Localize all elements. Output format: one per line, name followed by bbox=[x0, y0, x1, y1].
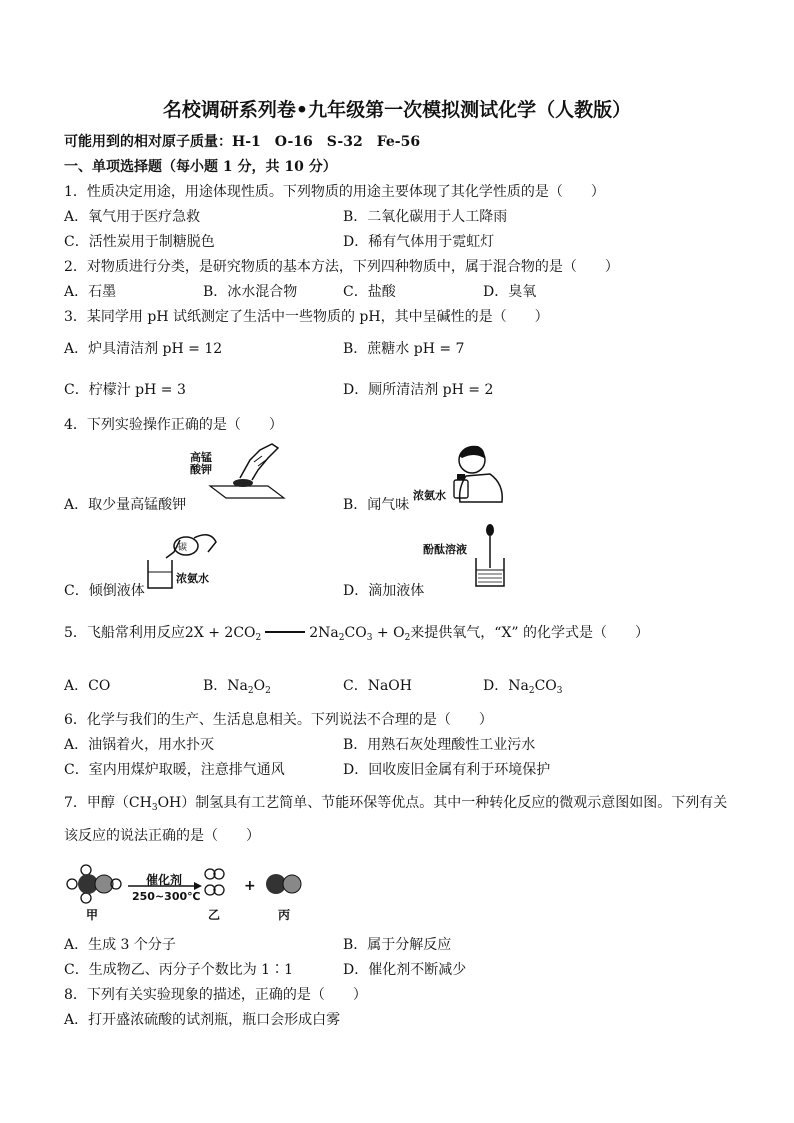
q4-option-b: B．闻气味 bbox=[343, 497, 410, 513]
q5-option-a: A．CO bbox=[64, 678, 111, 694]
q7-stem-line2: 该反应的说法正确的是（ ） bbox=[64, 828, 260, 844]
q4-image-a-label: 高锰 酸钾 bbox=[190, 451, 212, 476]
q2-stem: 2．对物质进行分类，是研究物质的基本方法，下列四种物质中，属于混合物的是（ ） bbox=[64, 259, 619, 275]
q5-stem: 5．飞船常利用反应$2X + 2CO_2$ $2Na_2CO_3 + O_2$来提供氧气，“X” 的化学式是（ ） bbox=[64, 625, 650, 643]
q7-temp-label: 250~300℃ bbox=[132, 890, 201, 903]
q8-stem: 8．下列有关实验现象的描述，正确的是（ ） bbox=[64, 987, 367, 1003]
q5-option-d: D．$Na_2CO_3$ bbox=[483, 678, 563, 696]
section-heading: 一、单项选择题（每小题 1 分，共 10 分） bbox=[64, 159, 337, 175]
q6-option-b: B．用熟石灰处理酸性工业污水 bbox=[343, 737, 536, 753]
q2-option-c: C．盐酸 bbox=[343, 284, 396, 300]
q7-option-d: D．催化剂不断减少 bbox=[343, 962, 467, 978]
q4-image-c-label: 浓氨水 bbox=[176, 572, 209, 585]
q4-image-b bbox=[450, 440, 510, 504]
q2-option-b: B．冰水混合物 bbox=[203, 284, 298, 300]
q4-image-b-label: 浓氨水 bbox=[413, 489, 446, 502]
svg-text:碳: 碳 bbox=[178, 543, 188, 553]
q1-stem: 1．性质决定用途，用途体现性质。下列物质的用途主要体现了其化学性质的是（ ） bbox=[64, 184, 605, 200]
q1-option-d: D．稀有气体用于霓虹灯 bbox=[343, 234, 495, 250]
q4-option-d: D．滴加液体 bbox=[343, 583, 425, 599]
q7-option-b: B．属于分解反应 bbox=[343, 937, 452, 953]
q4-image-d-label: 酚酞溶液 bbox=[423, 543, 467, 556]
q7-option-a: A．生成 3 个分子 bbox=[64, 937, 176, 953]
q7-label-jia: 甲 bbox=[86, 908, 99, 922]
q7-stem: 7．甲醇$(CH_3OH)$制氢具有工艺简单、节能环保等优点。其中一种转化反应的微观示意图如图。下列有关 bbox=[64, 795, 728, 813]
q1-option-c: C．活性炭用于制糖脱色 bbox=[64, 234, 215, 250]
q3-option-a: A．炉具清洁剂 pH = 12 bbox=[64, 341, 223, 357]
page-title: 名校调研系列卷•九年级第一次模拟测试化学（人教版） bbox=[162, 99, 632, 121]
q3-stem: 3．某同学用 pH 试纸测定了生活中一些物质的 pH，其中呈碱性的是（ ） bbox=[64, 309, 549, 325]
q5-equation: $2X + 2CO_2$ $2Na_2CO_3 + O_2$ bbox=[184, 625, 411, 643]
q5-option-c: C．NaOH bbox=[343, 678, 412, 694]
q3-option-b: B．蔗糖水 pH = 7 bbox=[343, 341, 465, 357]
q2-option-d: D．臭氧 bbox=[483, 284, 537, 300]
q6-option-d: D．回收废旧金属有利于环境保护 bbox=[343, 762, 551, 778]
q5-option-b: B．$Na_2O_2$ bbox=[203, 678, 271, 696]
q3-option-c: C．柠檬汁 pH = 3 bbox=[64, 382, 186, 398]
q6-option-a: A．油锅着火，用水扑灭 bbox=[64, 737, 215, 753]
q7-label-bing: 丙 bbox=[278, 908, 291, 922]
q4-option-c: C．倾倒液体 bbox=[64, 583, 145, 599]
q7-option-c: C．生成物乙、丙分子个数比为 1∶1 bbox=[64, 962, 293, 978]
svg-text:+: + bbox=[244, 878, 256, 894]
q8-option-a: A．打开盛浓硫酸的试剂瓶，瓶口会形成白雾 bbox=[64, 1012, 341, 1028]
q6-stem: 6．化学与我们的生产、生活息息相关。下列说法不合理的是（ ） bbox=[64, 712, 493, 728]
q1-option-a: A．氧气用于医疗急救 bbox=[64, 209, 201, 225]
q2-option-a: A．石墨 bbox=[64, 284, 117, 300]
q4-stem: 4．下列实验操作正确的是（ ） bbox=[64, 417, 283, 433]
q1-option-b: B．二氧化碳用于人工降雨 bbox=[343, 209, 508, 225]
q6-option-c: C．室内用煤炉取暖，注意排气通风 bbox=[64, 762, 285, 778]
q3-option-d: D．厕所清洁剂 pH = 2 bbox=[343, 382, 494, 398]
q4-image-d bbox=[470, 524, 510, 588]
atomic-masses: 可能用到的相对原子质量：H-1 O-16 S-32 Fe-56 bbox=[64, 134, 421, 150]
q7-label-yi: 乙 bbox=[208, 908, 221, 922]
q4-option-a: A．取少量高锰酸钾 bbox=[64, 497, 187, 513]
q7-catalyst-label: 催化剂 bbox=[146, 873, 183, 887]
